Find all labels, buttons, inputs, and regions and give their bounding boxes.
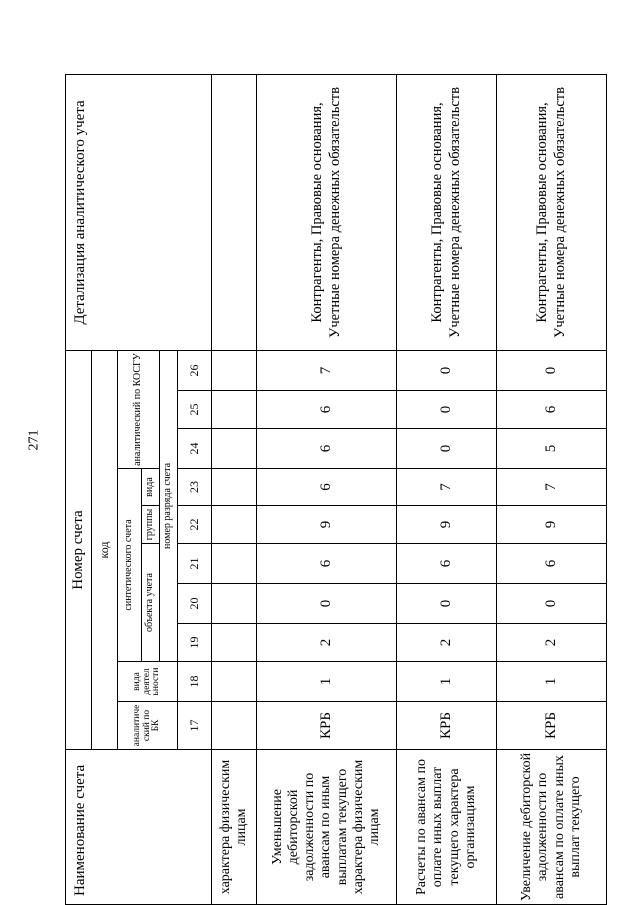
digit-col: 23 <box>178 469 212 506</box>
row-detail: Контрагенты, Правовые основания, Учетные номера денежных обязательств <box>257 74 397 350</box>
header-account-name: Наименование счета <box>66 750 212 905</box>
cell: КРБ <box>397 702 497 750</box>
header-synthetic: синтетического счета <box>118 469 142 662</box>
cell: 6 <box>397 544 497 584</box>
cell: 6 <box>257 391 397 429</box>
cell <box>212 662 257 702</box>
cell: 9 <box>497 506 607 544</box>
cell: 5 <box>497 429 607 469</box>
cell <box>212 584 257 624</box>
row-detail: Контрагенты, Правовые основания, Учетные номера денежных обязательств <box>397 74 497 350</box>
digit-col: 25 <box>178 391 212 429</box>
cell: 2 <box>397 624 497 662</box>
digit-col: 22 <box>178 506 212 544</box>
cell: КРБ <box>497 702 607 750</box>
cell <box>212 469 257 506</box>
header-analytic-bk: аналитиче ский по БК <box>118 702 178 750</box>
cell <box>212 702 257 750</box>
digit-col: 21 <box>178 544 212 584</box>
cell <box>212 391 257 429</box>
digit-col: 18 <box>178 662 212 702</box>
header-kind: вида <box>142 469 160 506</box>
cell <box>212 506 257 544</box>
cell: 9 <box>257 506 397 544</box>
cell: 7 <box>257 350 397 390</box>
cell <box>212 350 257 390</box>
row-account-name: Увеличение дебиторской задолженности по авансам по оплате иных выплат текущего <box>497 750 607 905</box>
cell: 0 <box>497 584 607 624</box>
rotated-table-stage <box>65 75 600 905</box>
accounts-table <box>65 74 607 905</box>
header-code: код <box>92 350 118 749</box>
cell: 0 <box>397 584 497 624</box>
page-number: 271 <box>26 429 42 451</box>
header-object: объекта учета <box>142 544 160 662</box>
row-detail: Контрагенты, Правовые основания, Учетные номера денежных обязательств <box>497 74 607 350</box>
digit-col: 24 <box>178 429 212 469</box>
cell: 6 <box>257 429 397 469</box>
cell: 1 <box>497 662 607 702</box>
cell: 1 <box>257 662 397 702</box>
cell: 2 <box>257 624 397 662</box>
header-analytic-kosgu: аналитический по КОСГУ <box>118 350 160 468</box>
header-digit-number: номер разряда счета <box>160 350 178 661</box>
row-account-name: Расчеты по авансам по оплате иных выплат текущего характера организациям <box>397 750 497 905</box>
cell: 0 <box>257 584 397 624</box>
table-row <box>497 74 607 904</box>
header-account-number: Номер счета <box>66 350 92 749</box>
table-row <box>212 74 257 904</box>
cell: 6 <box>497 544 607 584</box>
header-group: группы <box>142 506 160 544</box>
cell: 1 <box>397 662 497 702</box>
cell <box>212 544 257 584</box>
digit-col: 19 <box>178 624 212 662</box>
cell: 0 <box>497 350 607 390</box>
cell: 0 <box>397 391 497 429</box>
header-activity-type: вида деятел ьности <box>118 662 178 702</box>
cell: 7 <box>397 469 497 506</box>
cell: 6 <box>497 391 607 429</box>
digit-col: 20 <box>178 584 212 624</box>
cell: 7 <box>497 469 607 506</box>
cell: 9 <box>397 506 497 544</box>
cell <box>212 624 257 662</box>
table-row <box>257 74 397 904</box>
header-detail: Детализация аналитического учета <box>66 74 212 350</box>
digit-col: 26 <box>178 350 212 390</box>
cell: 2 <box>497 624 607 662</box>
digit-col: 17 <box>178 702 212 750</box>
cell: 6 <box>257 469 397 506</box>
row-account-name: Уменьшение дебиторской задолженности по авансам по иным выплатам текущего характера физическим лицам <box>257 750 397 905</box>
cell: 6 <box>257 544 397 584</box>
row-account-name: характера физическим лицам <box>212 750 257 905</box>
table-row <box>397 74 497 904</box>
cell: 0 <box>397 429 497 469</box>
cell: 0 <box>397 350 497 390</box>
row-detail <box>212 74 257 350</box>
cell: КРБ <box>257 702 397 750</box>
cell <box>212 429 257 469</box>
